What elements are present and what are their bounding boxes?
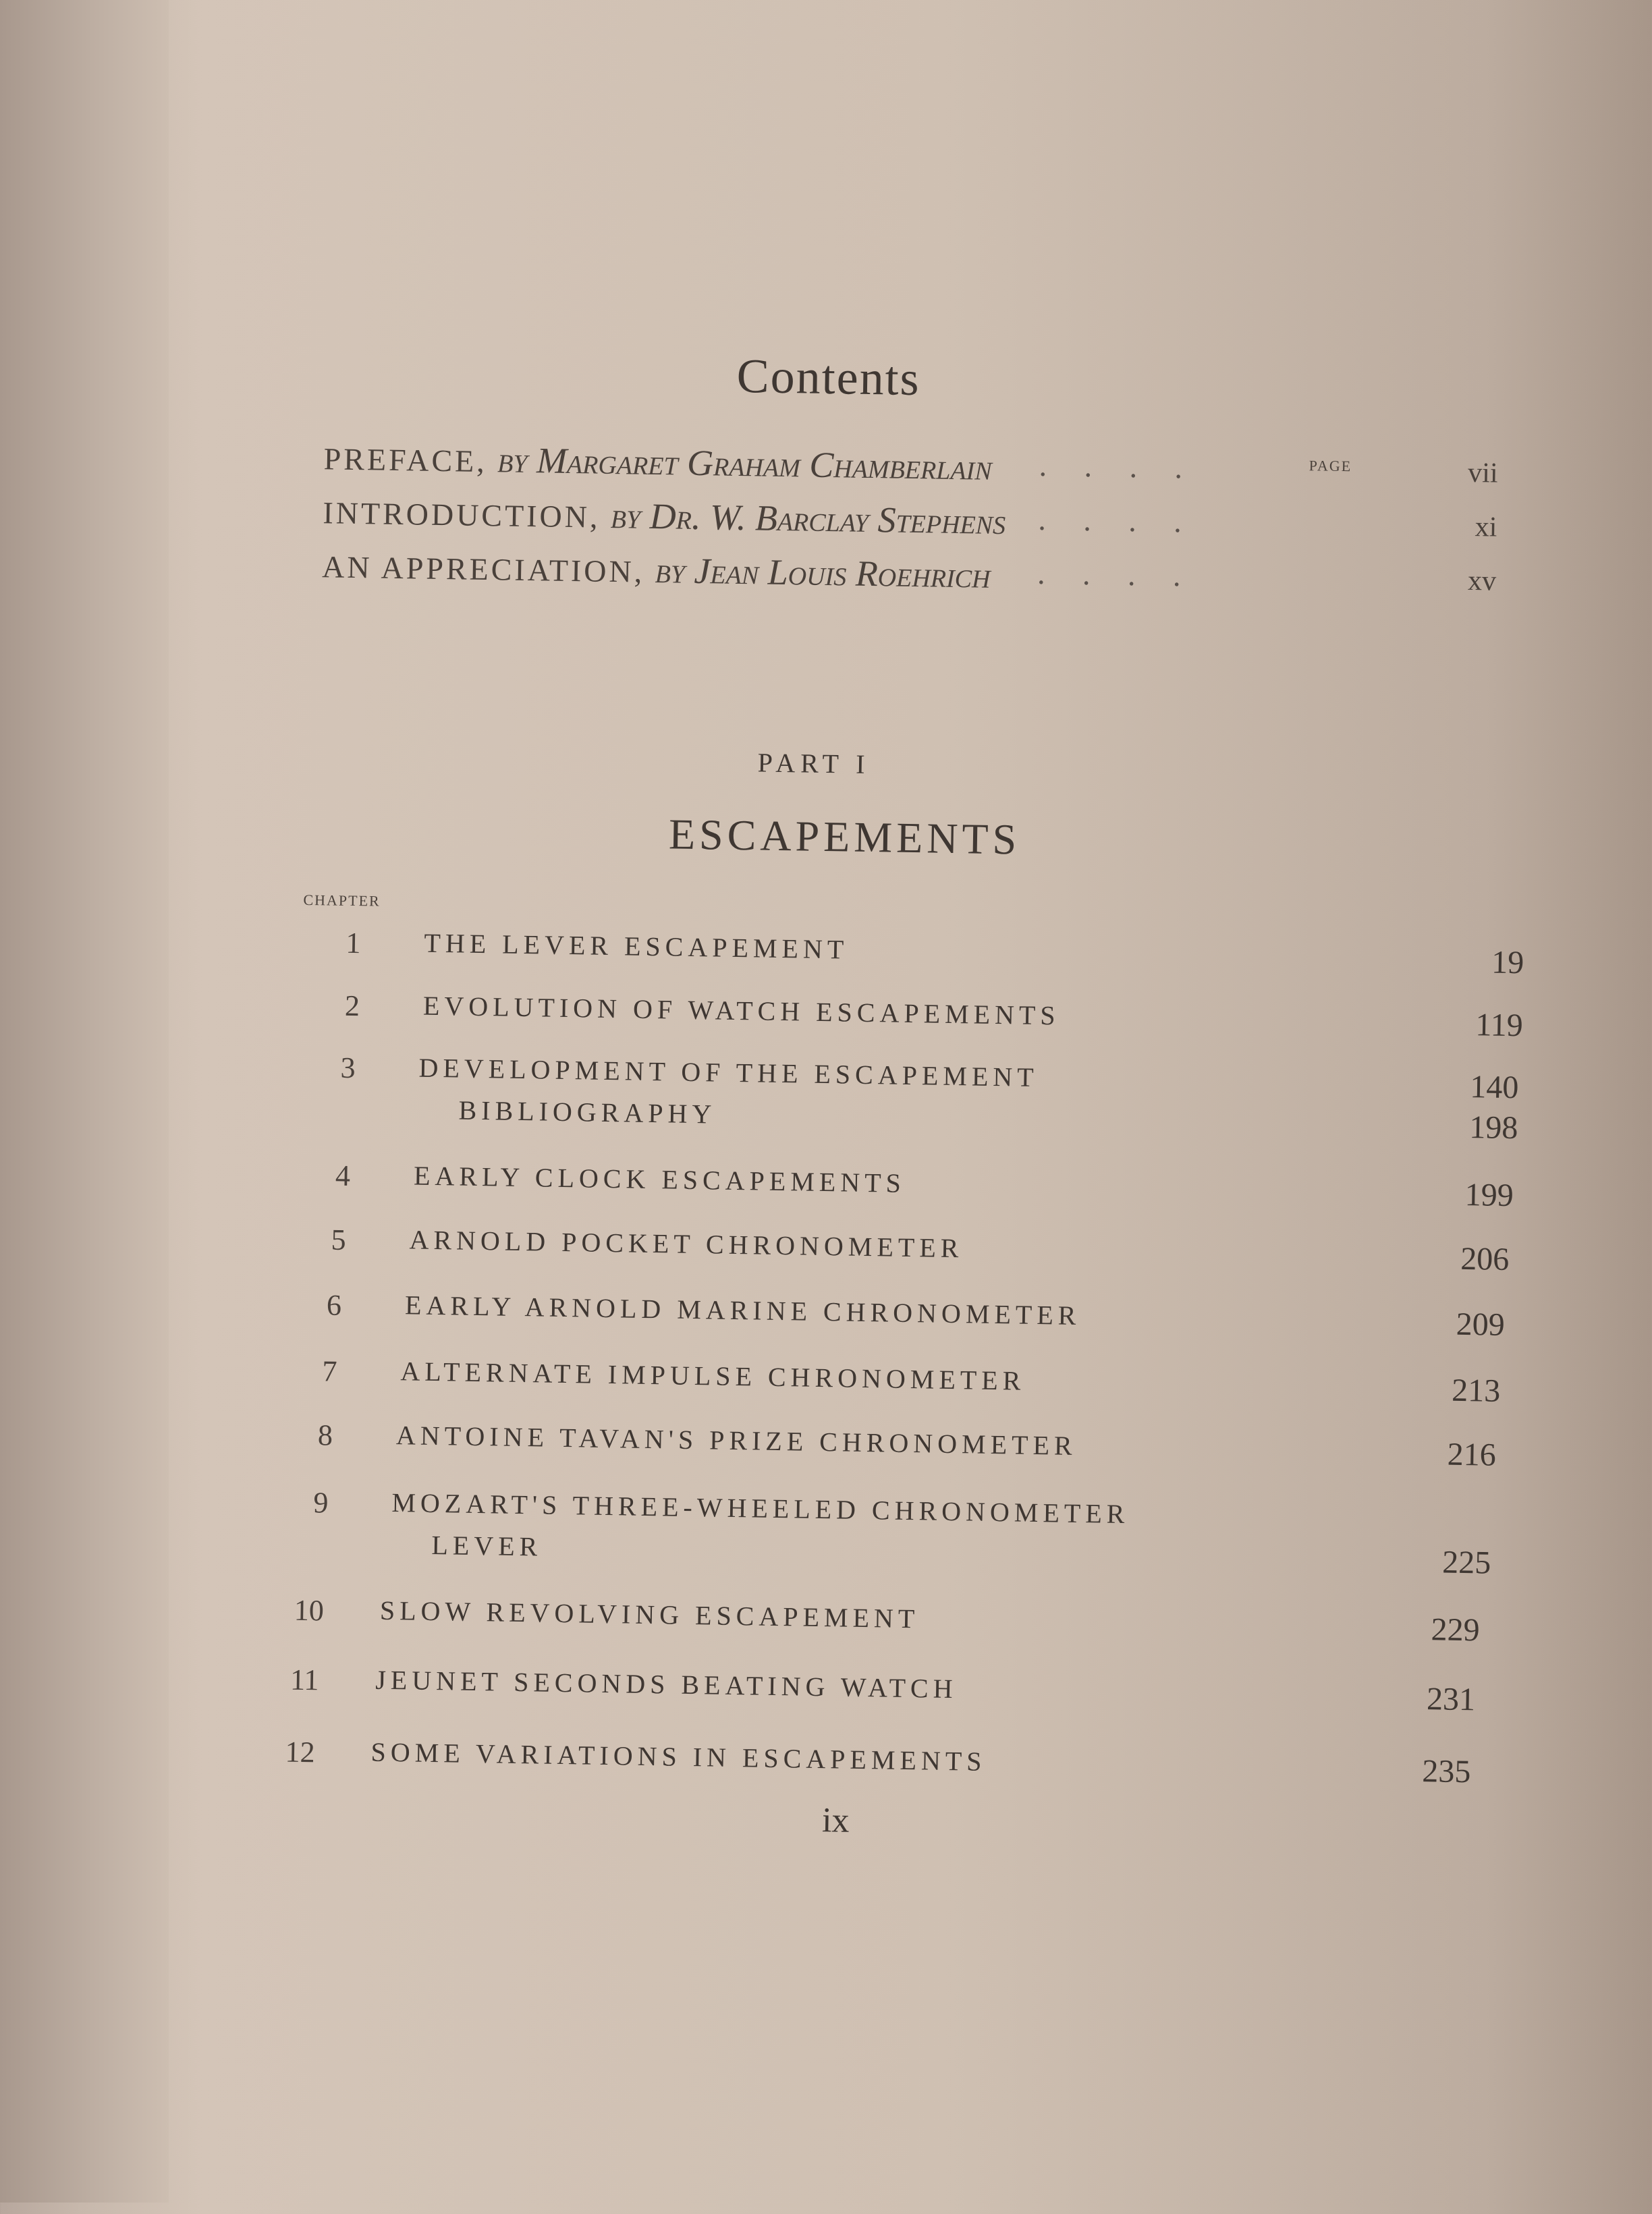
chapter-number: 8	[317, 1418, 333, 1452]
chapter-page: 206	[1460, 1240, 1510, 1278]
chapter-page: 119	[1475, 1007, 1524, 1044]
chapter-row	[278, 1593, 1480, 1665]
book-gutter-shadow	[0, 0, 169, 2203]
chapter-column-header: CHAPTER	[303, 891, 381, 910]
chapter-number: 7	[322, 1354, 337, 1388]
chapter-number: 10	[294, 1593, 325, 1628]
chapter-number: 2	[344, 989, 360, 1023]
chapter-title: EARLY ARNOLD MARINE CHRONOMETER	[404, 1290, 1081, 1331]
chapter-subtitle-page: 198	[1468, 1109, 1518, 1146]
chapter-title: SLOW REVOLVING ESCAPEMENT	[379, 1595, 920, 1634]
chapter-row	[312, 1158, 1514, 1231]
chapter-row	[303, 1288, 1505, 1360]
chapter-number: 4	[335, 1159, 351, 1193]
chapter-row	[294, 1418, 1496, 1491]
chapter-page: 235	[1421, 1753, 1471, 1790]
chapter-page: 199	[1464, 1176, 1514, 1214]
chapter-row	[290, 1485, 1492, 1581]
chapter-title: DEVELOPMENT OF THE ESCAPEMENT	[418, 1052, 1039, 1093]
part-heading: PART I	[757, 747, 871, 780]
chapter-number: 11	[290, 1663, 319, 1697]
page-column-header: PAGE	[1309, 457, 1352, 475]
chapter-page: 213	[1451, 1372, 1501, 1409]
chapter-page: 140	[1469, 1069, 1519, 1106]
chapter-title: ANTOINE TAVAN'S PRIZE CHRONOMETER	[395, 1420, 1078, 1461]
dot-leader: . . . .	[1039, 447, 1198, 485]
page-title: Contents	[736, 348, 921, 406]
front-matter-page: xv	[1467, 565, 1497, 597]
folio-page-number: ix	[821, 1801, 850, 1840]
front-matter-row	[323, 436, 1498, 501]
contents-page	[148, 0, 1652, 2214]
front-matter-row	[322, 544, 1497, 609]
chapter-row	[269, 1734, 1471, 1807]
chapter-title: ARNOLD POCKET CHRONOMETER	[409, 1224, 964, 1264]
chapter-title: EARLY CLOCK ESCAPEMENTS	[413, 1160, 906, 1198]
front-matter-page: vii	[1467, 457, 1498, 489]
chapter-title: ALTERNATE IMPULSE CHRONOMETER	[400, 1356, 1026, 1396]
chapter-title: JEUNET SECONDS BEATING WATCH	[375, 1664, 958, 1705]
chapter-number: 3	[340, 1051, 356, 1085]
chapter-page: 209	[1456, 1306, 1506, 1343]
chapter-number: 12	[285, 1735, 315, 1769]
chapter-page: 216	[1447, 1436, 1497, 1473]
chapter-page: 19	[1491, 944, 1524, 981]
dot-leader: . . . .	[1038, 501, 1197, 539]
front-matter-label: INTRODUCTION, by Dr. W. Barclay Stephens	[323, 495, 1006, 543]
front-matter-page: xi	[1475, 511, 1497, 543]
chapter-title: SOME VARIATIONS IN ESCAPEMENTS	[370, 1736, 987, 1777]
chapter-number: 1	[346, 926, 361, 960]
chapter-number: 9	[313, 1486, 329, 1520]
chapter-subtitle-page: 225	[1441, 1544, 1491, 1581]
chapter-row	[299, 1354, 1501, 1427]
dot-leader: . . . .	[1037, 555, 1196, 593]
front-matter-label: PREFACE, by Margaret Graham Chamberlain	[323, 439, 993, 488]
chapter-title: MOZART'S THREE-WHEELED CHRONOMETER	[391, 1487, 1130, 1530]
chapter-row	[321, 988, 1523, 1061]
chapter-title: THE LEVER ESCAPEMENT	[424, 927, 849, 965]
chapter-row	[308, 1222, 1510, 1295]
chapter-number: 6	[326, 1288, 342, 1322]
chapter-subtitle: LEVER	[431, 1529, 543, 1562]
chapter-page: 231	[1426, 1681, 1476, 1718]
chapter-row	[273, 1662, 1475, 1735]
front-matter-label: AN APPRECIATION, by Jean Louis Roehrich	[321, 549, 991, 596]
section-heading: ESCAPEMENTS	[668, 810, 1021, 864]
chapter-row	[317, 1050, 1519, 1146]
chapter-title: EVOLUTION OF WATCH ESCAPEMENTS	[422, 990, 1060, 1031]
chapter-subtitle: BIBLIOGRAPHY	[458, 1095, 717, 1130]
chapter-number: 5	[331, 1223, 346, 1256]
chapter-row	[323, 925, 1524, 998]
front-matter-row	[323, 490, 1497, 555]
chapter-page: 229	[1431, 1611, 1481, 1649]
